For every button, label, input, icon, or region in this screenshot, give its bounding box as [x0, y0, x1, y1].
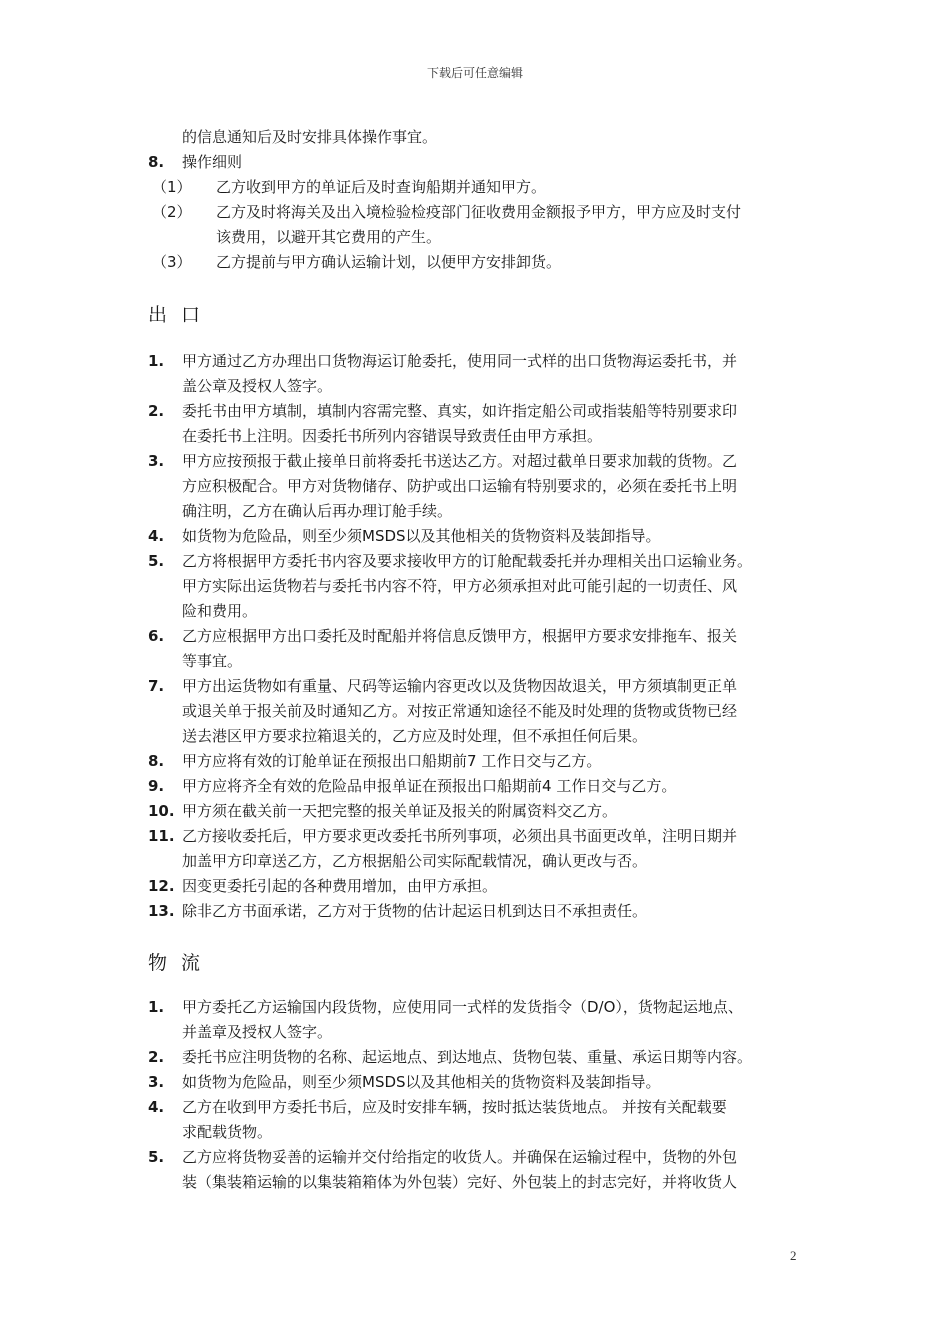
list-item-number: 3. — [148, 452, 165, 470]
sub-item-text: 该费用，以避开其它费用的产生。 — [216, 228, 442, 246]
list-item-text: 或退关单于报关前及时通知乙方。对按正常通知途径不能及时处理的货物或货物已经 — [182, 702, 738, 720]
list-item-text: 甲方应将齐全有效的危险品申报单证在预报出口船期前4 工作日交与乙方。 — [182, 777, 677, 795]
list-item-number: 4. — [148, 527, 165, 545]
list-item-text: 方应积极配合。甲方对货物储存、防护或出口运输有特别要求的，必须在委托书上明 — [182, 477, 738, 495]
list-item-text: 乙方应根据甲方出口委托及时配船并将信息反馈甲方，根据甲方要求安排拖车、报关 — [182, 627, 738, 645]
list-item-number: 13. — [148, 902, 175, 920]
list-item-text: 甲方应将有效的订舱单证在预报出口船期前7 工作日交与乙方。 — [182, 752, 602, 770]
list-item-text: 甲方委托乙方运输国内段货物，应使用同一式样的发货指令（D/O），货物起运地点、 — [182, 998, 743, 1016]
list-item-number: 2. — [148, 402, 165, 420]
sub-item-number: （1） — [152, 178, 192, 196]
sub-item-number: （3） — [152, 253, 192, 271]
list-item-text: 委托书由甲方填制，填制内容需完整、真实，如许指定船公司或指装船等特别要求印 — [182, 402, 738, 420]
list-item-text: 乙方应将货物妥善的运输并交付给指定的收货人。并确保在运输过程中，货物的外包 — [182, 1148, 738, 1166]
list-item-text: 确注明，乙方在确认后再办理订舱手续。 — [182, 502, 453, 520]
list-item-text: 送去港区甲方要求拉箱退关的，乙方应及时处理，但不承担任何后果。 — [182, 727, 648, 745]
list-item-number: 1. — [148, 998, 165, 1016]
list-item-text: 甲方应按预报于截止接单日前将委托书送达乙方。对超过截单日要求加载的货物。乙 — [182, 452, 738, 470]
sub-item-text: 乙方收到甲方的单证后及时查询船期并通知甲方。 — [216, 178, 547, 196]
list-item-number: 5. — [148, 552, 165, 570]
page-header: 下载后可任意编辑 — [426, 66, 523, 80]
sub-item-text: 乙方及时将海关及出入境检验检疫部门征收费用金额报予甲方，甲方应及时支付 — [216, 203, 742, 221]
list-item-text: 因变更委托引起的各种费用增加，由甲方承担。 — [182, 877, 498, 895]
list-item-number: 10. — [148, 802, 175, 820]
sub-item-text: 乙方提前与甲方确认运输计划，以便甲方安排卸货。 — [216, 253, 562, 271]
list-item-text: 险和费用。 — [182, 602, 258, 620]
list-item-text: 等事宜。 — [182, 652, 243, 670]
list-item-number: 1. — [148, 352, 165, 370]
list-item-text: 如货物为危险品，则至少须MSDS以及其他相关的货物资料及装卸指导。 — [182, 1073, 661, 1091]
list-item-text: 甲方须在截关前一天把完整的报关单证及报关的附属资料交乙方。 — [182, 802, 618, 820]
list-item-text: 乙方接收委托后，甲方要求更改委托书所列事项，必须出具书面更改单，注明日期并 — [182, 827, 738, 845]
list-item-text: 加盖甲方印章送乙方，乙方根据船公司实际配载情况，确认更改与否。 — [182, 852, 648, 870]
list-item-number: 6. — [148, 627, 165, 645]
list-item-text: 甲方实际出运货物若与委托书内容不符，甲方必须承担对此可能引起的一切责任、风 — [182, 577, 738, 595]
list-item-text: 盖公章及授权人签字。 — [182, 377, 333, 395]
list-item-text: 如货物为危险品，则至少须MSDS以及其他相关的货物资料及装卸指导。 — [182, 527, 661, 545]
list-item-text: 乙方在收到甲方委托书后，应及时安排车辆，按时抵达装货地点。 并按有关配载要 — [182, 1098, 727, 1116]
list-item-text: 并盖章及授权人签字。 — [182, 1023, 333, 1041]
list-item-number: 2. — [148, 1048, 165, 1066]
list-item-text: 委托书应注明货物的名称、起运地点、到达地点、货物包装、重量、承运日期等内容。 — [182, 1048, 753, 1066]
list-item-number: 9. — [148, 777, 165, 795]
list-item-number: 3. — [148, 1073, 165, 1091]
item-number: 8. — [148, 153, 165, 171]
sub-item-number: （2） — [152, 203, 192, 221]
list-item-text: 装（集装箱运输的以集装箱箱体为外包装）完好、外包装上的封志完好，并将收货人 — [182, 1173, 738, 1191]
list-item-text: 求配载货物。 — [182, 1123, 273, 1141]
list-item-number: 7. — [148, 677, 165, 695]
section-heading-logistics: 物流 — [148, 952, 215, 974]
list-item-number: 11. — [148, 827, 175, 845]
list-item-text: 乙方将根据甲方委托书内容及要求接收甲方的订舱配载委托并办理相关出口运输业务。 — [182, 552, 753, 570]
list-item-number: 4. — [148, 1098, 165, 1116]
continuation-text: 的信息通知后及时安排具体操作事宜。 — [182, 128, 438, 146]
list-item-number: 5. — [148, 1148, 165, 1166]
list-item-text: 在委托书上注明。因委托书所列内容错误导致责任由甲方承担。 — [182, 427, 603, 445]
page-number: 2 — [790, 1248, 797, 1263]
list-item-text: 甲方通过乙方办理出口货物海运订舱委托，使用同一式样的出口货物海运委托书，并 — [182, 352, 738, 370]
section-heading-export: 出口 — [148, 304, 215, 326]
list-item-text: 除非乙方书面承诺，乙方对于货物的估计起运日机到达日不承担责任。 — [182, 902, 648, 920]
list-item-number: 12. — [148, 877, 175, 895]
list-item-number: 8. — [148, 752, 165, 770]
section-subtitle: 操作细则 — [182, 153, 243, 171]
list-item-text: 甲方出运货物如有重量、尺码等运输内容更改以及货物因故退关，甲方须填制更正单 — [182, 677, 738, 695]
